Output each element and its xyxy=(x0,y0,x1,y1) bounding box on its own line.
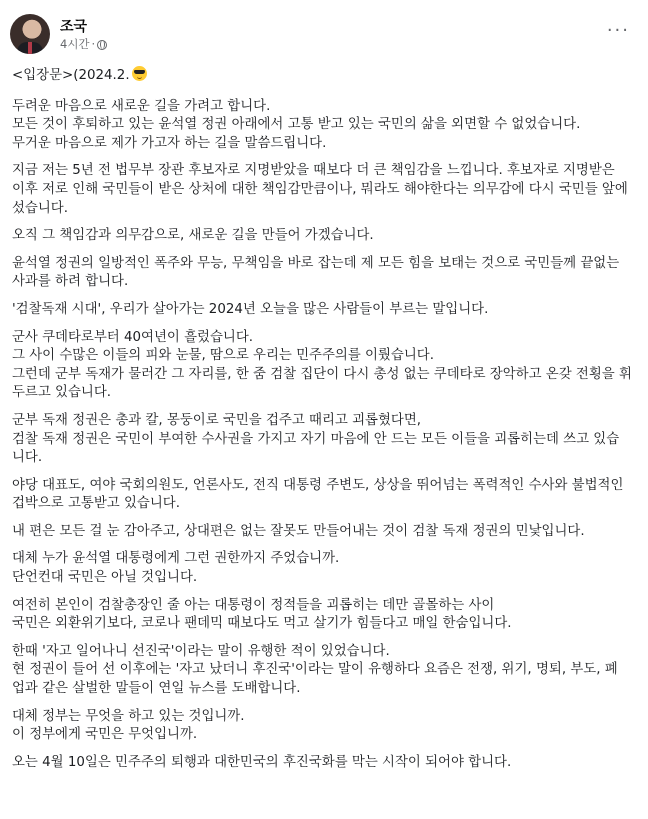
post-text-line: 그런데 군부 독재가 물러간 그 자리를, 한 줌 검찰 집단이 다시 총성 없는 쿠데타로 장악하고 온갖 전횡을 휘 xyxy=(12,366,632,382)
post-text-line: 지금 저는 5년 전 법무부 장관 후보자로 지명받았을 때보다 더 큰 책임감을 느낍니다. 후보자로 지명받은 xyxy=(12,163,615,179)
post-paragraph xyxy=(12,477,634,514)
post-text-line: 오직 그 책임감과 의무감으로, 새로운 길을 만들어 가겠습니다. xyxy=(12,228,374,244)
post-text-line: 야당 대표도, 여야 국회의원도, 언론사도, 전직 대통령 주변도, 상상을 뛰어넘는 폭력적인 수사와 불법적인 xyxy=(12,477,624,493)
post-text-line: 현 정권이 들어 선 이후에는 '자고 났더니 후진국'이라는 말이 유행하다 요즘은 전쟁, 위기, 명퇴, 부도, 폐 xyxy=(12,662,618,678)
post-text-line: 검찰 독재 정권은 국민이 부여한 수사권을 가지고 자기 마음에 안 드는 모든 이들을 괴롭히는데 쓰고 있습 xyxy=(12,431,620,447)
post-paragraph xyxy=(12,412,634,468)
post-text-line: 단언컨대 국민은 아닐 것입니다. xyxy=(12,570,198,586)
post-text-line: 업과 같은 살벌한 말들이 연일 뉴스를 도배합니다. xyxy=(12,681,301,697)
post-text-line: 두려운 마음으로 새로운 길을 가려고 합니다. xyxy=(12,98,271,114)
post-body xyxy=(12,66,634,781)
post-paragraph xyxy=(12,523,634,542)
post-text-line: 군사 쿠데타로부터 40여년이 흘렀습니다. xyxy=(12,329,254,345)
post-text-line: 그 사이 수많은 이들의 피와 눈물, 땀으로 우리는 민주주의를 이뤘습니다. xyxy=(12,348,434,364)
post-text-line: 여전히 본인이 검찰총장인 줄 아는 대통령이 정적들을 괴롭히는 데만 골몰하는 사이 xyxy=(12,597,495,613)
avatar-tie xyxy=(28,42,32,54)
post-text-line: 무거운 마음으로 제가 가고자 하는 길을 말씀드립니다. xyxy=(12,135,327,151)
meta-separator: · xyxy=(91,37,96,51)
post-paragraph xyxy=(12,597,634,634)
post-header xyxy=(10,12,638,64)
post-text-line: 니다. xyxy=(12,450,43,466)
post-text-line: 사과를 하려 합니다. xyxy=(12,274,129,290)
post-text-line: 대체 정부는 무엇을 하고 있는 것입니까. xyxy=(12,708,245,724)
post-text-line: 대체 누가 윤석열 대통령에게 그런 권한까지 주었습니까. xyxy=(12,551,340,567)
more-options-icon[interactable]: ··· xyxy=(606,20,630,41)
post-text-line: 윤석열 정권의 일방적인 폭주와 무능, 무책임을 바로 잡는데 제 모든 힘을 보태는 것으로 국민들께 끝없는 xyxy=(12,255,620,271)
globe-icon xyxy=(97,40,107,50)
post-paragraph xyxy=(12,550,634,587)
post-text-line: 한때 '자고 일어나니 선진국'이라는 말이 유행한 적이 있었습니다. xyxy=(12,643,390,659)
post-time[interactable]: 4시간 xyxy=(60,37,90,51)
post-title-text: <입장문>(2024.2. xyxy=(12,68,130,83)
post-text-line: 오는 4월 10일은 민주주의 퇴행과 대한민국의 후진국화를 막는 시작이 되어야 합니다. xyxy=(12,754,512,770)
author-name[interactable]: 조국 xyxy=(60,19,88,35)
post-text-line: 모든 것이 후퇴하고 있는 윤석열 정권 아래에서 고통 받고 있는 국민의 삶을 외면할 수 없었습니다. xyxy=(12,117,581,133)
post-text-line: '검찰독재 시대', 우리가 살아가는 2024년 오늘을 많은 사람들이 부르는 말입니다. xyxy=(12,301,489,317)
post-text-line: 겁박으로 고통받고 있습니다. xyxy=(12,496,180,512)
post-paragraph xyxy=(12,754,634,773)
post-text-line: 섰습니다. xyxy=(12,200,68,216)
post-paragraph xyxy=(12,329,634,403)
post-text-line: 내 편은 모든 걸 눈 감아주고, 상대편은 없는 잘못도 만들어내는 것이 검찰 독재 정권의 민낯입니다. xyxy=(12,523,585,539)
sunglasses-emoji-icon xyxy=(132,66,147,81)
post-paragraph xyxy=(12,255,634,292)
post-paragraph xyxy=(12,301,634,320)
post-paragraph xyxy=(12,227,634,246)
post-paragraph xyxy=(12,162,634,218)
post-title xyxy=(12,66,634,86)
post-text-line: 국민은 외환위기보다, 코로나 팬데믹 때보다도 먹고 살기가 힘들다고 매일 한숨입니다. xyxy=(12,616,512,632)
avatar[interactable] xyxy=(10,14,50,54)
post-text-line: 이 정부에게 국민은 무엇입니까. xyxy=(12,727,198,743)
post-text-line: 군부 독재 정권은 총과 칼, 몽둥이로 국민을 겁주고 때리고 괴롭혔다면, xyxy=(12,412,422,428)
post-meta xyxy=(60,36,107,52)
post-paragraph xyxy=(12,98,634,154)
post-text-line: 두르고 있습니다. xyxy=(12,385,112,401)
post-paragraph xyxy=(12,708,634,745)
post-text-line: 이후 저로 인해 국민들이 받은 상처에 대한 책임감만큼이나, 뭐라도 해야한다는 의무감에 다시 국민들 앞에 xyxy=(12,181,628,197)
post-paragraph xyxy=(12,643,634,699)
